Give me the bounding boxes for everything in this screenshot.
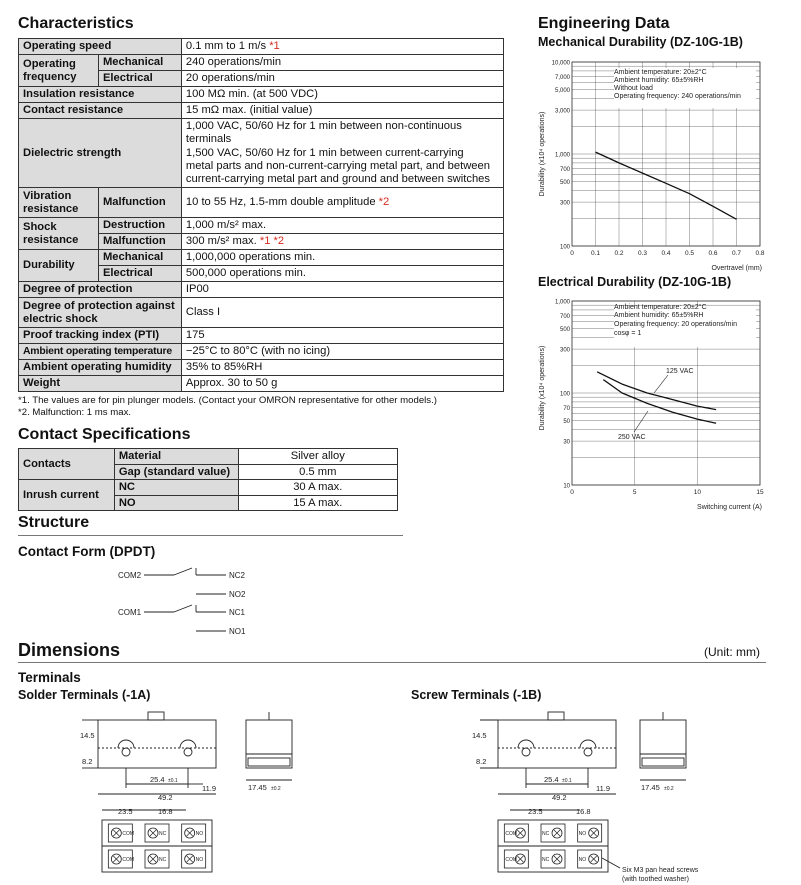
- mech-xtick-label: 0.8: [755, 250, 765, 257]
- insulation-value: 100 MΩ min. (at 500 VDC): [181, 87, 503, 103]
- mech-legend-4: Operating frequency: 240 operations/min: [614, 93, 741, 100]
- elec-ytick-label: 30: [563, 439, 570, 446]
- terminal-nc: [145, 850, 169, 868]
- shock-destr-label: Destruction: [98, 218, 181, 234]
- mech-ytick-label: 3,000: [554, 108, 570, 115]
- contact-specs-table: [18, 448, 398, 511]
- amb-hum-label: Ambient operating humidity: [19, 360, 182, 376]
- elec-ytick-label: 50: [563, 419, 570, 426]
- dielectric-line4: current-carrying metal part and ground and between switches: [185, 173, 490, 186]
- contact-res-label: Contact resistance: [19, 103, 182, 119]
- label-com1: COM1: [118, 608, 142, 617]
- dimensions-title: Dimensions: [18, 640, 121, 660]
- elec-ytick-label: 10: [563, 483, 570, 490]
- material-value: Silver alloy: [238, 449, 397, 465]
- op-freq-elec-label: Electrical: [98, 71, 181, 87]
- protection-label: Degree of protection: [19, 282, 182, 298]
- terminal-no: [578, 850, 602, 868]
- terminal-label: NC: [159, 857, 167, 863]
- screw-dim-16-8: 16.8: [576, 807, 591, 816]
- terminal-label: NO: [578, 831, 587, 837]
- mech-xtick-label: 0.4: [661, 250, 671, 257]
- mech-legend-3: Without load: [614, 85, 653, 92]
- note-2: *2. Malfunction: 1 ms max.: [18, 407, 132, 418]
- mech-ytick-label: 700: [559, 166, 570, 173]
- vibration-sub-label: Malfunction: [98, 188, 181, 218]
- dim-49-2: 49.2: [158, 793, 173, 802]
- durability-elec-value: 500,000 operations min.: [181, 266, 503, 282]
- mech-legend-2: Ambient humidity: 65±5%RH: [614, 77, 704, 84]
- label-no1: NO1: [229, 627, 246, 636]
- mech-xtick-label: 0.2: [614, 250, 624, 257]
- characteristics-table: [18, 38, 504, 392]
- gap-label: Gap (standard value): [114, 464, 238, 480]
- protection-shock-value: Class I: [181, 298, 503, 328]
- terminal-no: [182, 824, 206, 842]
- solder-terminals-title: Solder Terminals (-1A): [18, 688, 151, 702]
- dim-23-5: 23.5: [118, 807, 133, 816]
- screw-dim-49-2: 49.2: [552, 793, 567, 802]
- elec-ytick-label: 500: [559, 327, 570, 334]
- dielectric-line3: metal parts and non-current-carrying metal part, and between: [185, 159, 490, 172]
- contact-res-value: 15 mΩ max. (initial value): [181, 103, 503, 119]
- terminal-label: NC: [542, 857, 550, 863]
- pti-value: 175: [181, 328, 503, 344]
- row-operating-speed: [19, 39, 504, 55]
- mech-xtick-label: 0.3: [637, 250, 648, 257]
- amb-temp-label: Ambient operating temperature: [19, 344, 182, 360]
- elec-xtick-label: 15: [756, 489, 764, 496]
- pti-label: Proof tracking index (PTI): [19, 328, 182, 344]
- terminal-no: [182, 850, 206, 868]
- shock-malf-label: Malfunction: [98, 234, 181, 250]
- series-label-125vac: 125 VAC: [666, 368, 694, 375]
- terminal-com: [504, 824, 528, 842]
- vibration-note: *2: [378, 196, 390, 209]
- op-freq-elec-value: 20 operations/min: [181, 71, 503, 87]
- op-freq-mech-label: Mechanical: [98, 55, 181, 71]
- protection-value: IP00: [181, 282, 503, 298]
- contact-form-diagram: [110, 562, 260, 638]
- solder-terminal-drawing: [78, 708, 298, 885]
- terminal-no: [578, 824, 602, 842]
- weight-label: Weight: [19, 376, 182, 392]
- gap-value: 0.5 mm: [238, 464, 397, 480]
- mech-ytick-label: 500: [559, 180, 570, 187]
- no-value: 15 A max.: [238, 495, 397, 511]
- dimensions-divider: [18, 662, 766, 663]
- insulation-label: Insulation resistance: [19, 87, 182, 103]
- mech-ytick-label: 100: [559, 244, 570, 251]
- characteristics-title: Characteristics: [18, 15, 134, 32]
- structure-title: Structure: [18, 514, 90, 531]
- mech-ytick-label: 10,000: [551, 60, 570, 67]
- mech-xtick-label: 0.6: [708, 250, 718, 257]
- dielectric-line1: 1,000 VAC, 50/60 Hz for 1 min between non-continuous terminals: [185, 120, 462, 146]
- screw-terminal-drawing: [470, 708, 710, 885]
- dim-25-4: 25.4: [150, 775, 165, 784]
- op-speed-note: *1: [269, 40, 280, 52]
- elec-ytick-label: 700: [559, 313, 570, 320]
- elec-ylabel: Durability (x10⁴ operations): [539, 345, 546, 431]
- contact-specs-title: Contact Specifications: [18, 426, 191, 443]
- terminal-nc: [541, 824, 565, 842]
- mech-xtick-label: 0.7: [731, 250, 742, 257]
- structure-divider: [18, 535, 403, 536]
- mech-chart-title: Mechanical Durability (DZ-10G-1B): [538, 35, 743, 49]
- elec-legend-4: cosφ = 1: [614, 330, 642, 337]
- op-speed-label: Operating speed: [19, 39, 182, 55]
- op-speed-value: 0.1 mm to 1 m/s: [185, 40, 267, 52]
- nc-label: NC: [114, 480, 238, 496]
- vibration-label: Vibration resistance: [19, 188, 99, 218]
- elec-ytick-label: 300: [559, 347, 570, 354]
- op-freq-mech-value: 240 operations/min: [181, 55, 503, 71]
- mech-legend-1: Ambient temperature: 20±2°C: [614, 69, 707, 76]
- shock-malf-value: 300 m/s² max.: [185, 235, 257, 248]
- leader-250vac: [634, 411, 648, 432]
- nc-value: 30 A max.: [238, 480, 397, 496]
- screw-terminals-title: Screw Terminals (-1B): [411, 688, 542, 702]
- no-label: NO: [114, 495, 238, 511]
- mech-ylabel: Durability (x10⁴ operations): [539, 111, 546, 197]
- screw-dim-14-5: 14.5: [472, 731, 487, 740]
- amb-hum-value: 35% to 85%RH: [181, 360, 503, 376]
- mech-durability-chart: [538, 54, 778, 276]
- screw-dim-8-2: 8.2: [476, 757, 487, 766]
- inrush-label: Inrush current: [19, 480, 115, 511]
- label-nc2: NC2: [229, 571, 246, 580]
- amb-temp-value: −25°C to 80°C (with no icing): [181, 344, 503, 360]
- contacts-label: Contacts: [19, 449, 115, 480]
- dim-14-5: 14.5: [80, 731, 95, 740]
- terminals-title: Terminals: [18, 670, 81, 685]
- screw-dim-11-9: 11.9: [596, 784, 611, 793]
- engineering-title: Engineering Data: [538, 15, 670, 32]
- terminal-nc: [145, 824, 169, 842]
- op-freq-label: Operating frequency: [19, 55, 99, 87]
- terminal-label: COM: [505, 857, 518, 863]
- leader-125vac: [654, 375, 668, 393]
- screw-note-1: Six M3 pan head screws: [622, 867, 699, 874]
- elec-legend-1: Ambient temperature: 20±2°C: [614, 304, 707, 311]
- shock-label: Shock resistance: [19, 218, 99, 250]
- screw-dim-25-4-tol: ±0.1: [562, 778, 572, 784]
- durability-elec-label: Electrical: [98, 266, 181, 282]
- elec-durability-chart: [538, 293, 778, 515]
- elec-series-line-1: [597, 372, 716, 410]
- durability-mech-label: Mechanical: [98, 250, 181, 266]
- terminal-com: [108, 824, 134, 842]
- note-1: *1. The values are for pin plunger models. (Contact your OMRON representative for other models.): [18, 395, 437, 406]
- terminal-label: NC: [159, 831, 167, 837]
- mech-xtick-label: 0: [570, 250, 574, 257]
- elec-ytick-label: 100: [559, 391, 570, 398]
- terminal-label: COM: [122, 831, 135, 837]
- elec-xtick-label: 5: [632, 489, 637, 496]
- label-com2: COM2: [118, 571, 142, 580]
- durability-mech-value: 1,000,000 operations min.: [181, 250, 503, 266]
- elec-legend-3: Operating frequency: 20 operations/min: [614, 321, 737, 328]
- elec-ytick-label: 70: [563, 405, 570, 412]
- mech-ytick-label: 1,000: [554, 152, 570, 159]
- dielectric-line2: 1,500 VAC, 50/60 Hz for 1 min between current-carrying: [185, 146, 464, 159]
- terminal-nc: [541, 850, 565, 868]
- terminal-com: [108, 850, 134, 868]
- terminal-label: COM: [122, 857, 135, 863]
- screw-dim-25-4: 25.4: [544, 775, 559, 784]
- dim-17-45: 17.45: [248, 783, 267, 792]
- mech-ytick-label: 5,000: [554, 88, 570, 95]
- unit-label: (Unit: mm): [704, 645, 760, 659]
- mech-ytick-label: 7,000: [554, 74, 570, 81]
- dim-16-8: 16.8: [158, 807, 173, 816]
- dim-8-2: 8.2: [82, 757, 93, 766]
- label-nc1: NC1: [229, 608, 246, 617]
- elec-xlabel: Switching current (A): [697, 504, 762, 511]
- weight-value: Approx. 30 to 50 g: [181, 376, 503, 392]
- material-label: Material: [114, 449, 238, 465]
- series-label-250vac: 250 VAC: [618, 434, 646, 441]
- screw-dim-23-5: 23.5: [528, 807, 543, 816]
- elec-xtick-label: 0: [570, 489, 574, 496]
- dim-11-9: 11.9: [202, 784, 217, 793]
- mech-ytick-label: 300: [559, 200, 570, 207]
- shock-malf-note: *1 *2: [259, 235, 285, 248]
- label-no2: NO2: [229, 590, 246, 599]
- durability-label: Durability: [19, 250, 99, 282]
- terminal-label: COM: [505, 831, 518, 837]
- screw-note-2: (with toothed washer): [622, 876, 689, 883]
- mech-xtick-label: 0.5: [684, 250, 695, 257]
- protection-shock-label: Degree of protection against electric shock: [19, 298, 182, 328]
- terminal-label: NO: [195, 857, 204, 863]
- terminal-label: NO: [195, 831, 204, 837]
- elec-ytick-label: 1,000: [554, 299, 570, 306]
- elec-legend-2: Ambient humidity: 65±5%RH: [614, 312, 704, 319]
- dim-25-4-tol: ±0.1: [168, 778, 178, 784]
- elec-xtick-label: 10: [693, 489, 701, 496]
- terminal-label: NO: [578, 857, 587, 863]
- shock-destr-value: 1,000 m/s² max.: [181, 218, 503, 234]
- dielectric-label: Dielectric strength: [19, 119, 182, 188]
- screw-dim-17-45: 17.45: [641, 783, 660, 792]
- mech-xtick-label: 0.1: [590, 250, 601, 257]
- screw-dim-17-45-tol: ±0.2: [664, 786, 674, 792]
- dim-17-45-tol: ±0.2: [271, 786, 281, 792]
- mech-xlabel: Overtravel (mm): [711, 265, 762, 272]
- vibration-value: 10 to 55 Hz, 1.5-mm double amplitude: [185, 196, 376, 209]
- contact-form-title: Contact Form (DPDT): [18, 544, 156, 559]
- elec-chart-title: Electrical Durability (DZ-10G-1B): [538, 275, 732, 289]
- terminal-com: [504, 850, 528, 868]
- terminal-label: NC: [542, 831, 550, 837]
